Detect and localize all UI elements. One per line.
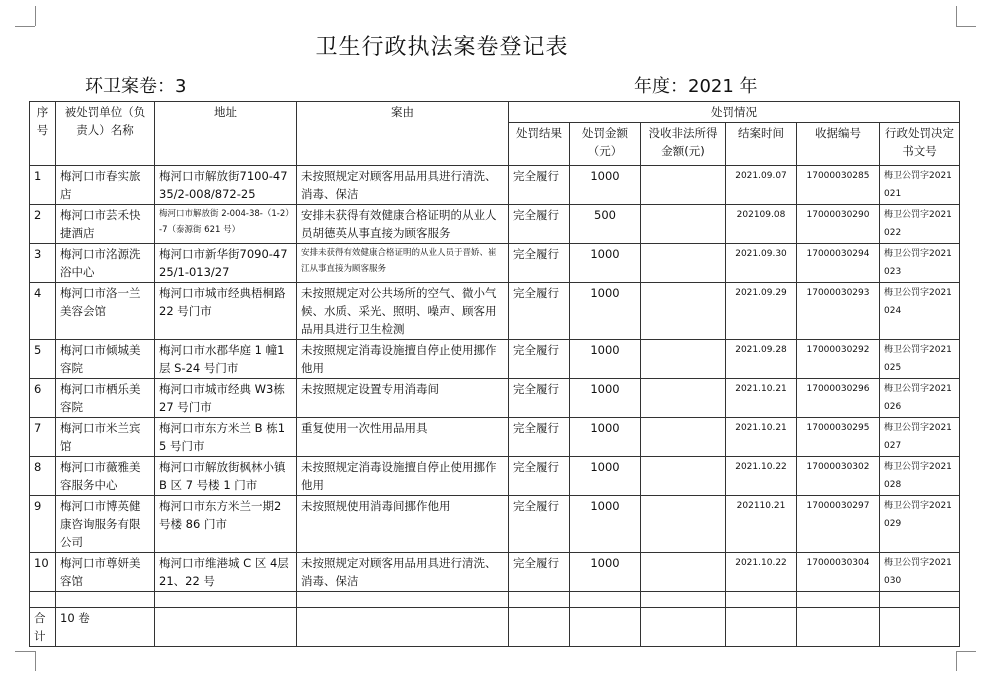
header-result: 处罚结果 <box>509 123 570 166</box>
row-result: 完全履行 <box>509 496 570 553</box>
header-receipt-no: 收据编号 <box>797 123 880 166</box>
row-receipt-no: 17000030295 <box>797 418 880 457</box>
crop-mark-top-right-v <box>956 6 957 26</box>
blank-cell <box>570 608 641 647</box>
row-cause: 未按照规定消毒设施擅自停止使用挪作他用 <box>297 457 509 496</box>
blank-cell <box>570 592 641 608</box>
row-receipt-no: 17000030304 <box>797 553 880 592</box>
row-confiscated <box>641 166 726 205</box>
table-row <box>30 244 960 283</box>
blank-cell <box>297 592 509 608</box>
row-close-time: 2021.09.30 <box>726 244 797 283</box>
row-receipt-no: 17000030302 <box>797 457 880 496</box>
blank-cell <box>726 592 797 608</box>
row-confiscated <box>641 418 726 457</box>
row-amount: 500 <box>570 205 641 244</box>
row-receipt-no: 17000030297 <box>797 496 880 553</box>
row-amount: 1000 <box>570 379 641 418</box>
table-row <box>30 205 960 244</box>
row-doc-no: 梅卫公罚字2021027 <box>880 418 960 457</box>
row-amount: 1000 <box>570 166 641 205</box>
year: 年度：2021 年 <box>634 76 758 97</box>
total-value: 10 卷 <box>56 608 155 647</box>
blank-cell <box>797 592 880 608</box>
row-unit: 梅河口市米兰宾馆 <box>56 418 155 457</box>
row-address: 梅河口市维港城 C 区 4层 21、22 号 <box>155 553 297 592</box>
row-cause: 未按照规定设置专用消毒间 <box>297 379 509 418</box>
row-seq: 8 <box>30 457 56 496</box>
blank-cell <box>509 592 570 608</box>
crop-mark-bottom-left-v <box>35 651 36 671</box>
row-unit: 梅河口市薇雅美容服务中心 <box>56 457 155 496</box>
case-volume: 环卫案卷：3 <box>85 76 187 97</box>
row-confiscated <box>641 283 726 340</box>
row-confiscated <box>641 340 726 379</box>
row-cause: 未按照规定对顾客用品用具进行清洗、消毒、保洁 <box>297 553 509 592</box>
row-doc-no: 梅卫公罚字2021023 <box>880 244 960 283</box>
row-receipt-no: 17000030293 <box>797 283 880 340</box>
row-amount: 1000 <box>570 283 641 340</box>
row-result: 完全履行 <box>509 553 570 592</box>
row-seq: 7 <box>30 418 56 457</box>
blank-cell <box>880 608 960 647</box>
row-cause: 重复使用一次性用品用具 <box>297 418 509 457</box>
row-result: 完全履行 <box>509 166 570 205</box>
crop-mark-bottom-left <box>15 651 35 652</box>
crop-mark-top-left <box>15 26 35 27</box>
row-result: 完全履行 <box>509 379 570 418</box>
total-label: 合计 <box>30 608 56 647</box>
row-address: 梅河口市城市经典梧桐路 22 号门市 <box>155 283 297 340</box>
blank-cell <box>797 608 880 647</box>
row-close-time: 2021.10.22 <box>726 553 797 592</box>
row-result: 完全履行 <box>509 340 570 379</box>
row-seq: 1 <box>30 166 56 205</box>
row-doc-no: 梅卫公罚字2021025 <box>880 340 960 379</box>
blank-cell <box>880 592 960 608</box>
row-confiscated <box>641 553 726 592</box>
crop-mark-bottom-right-v <box>956 651 957 671</box>
crop-mark-bottom-right <box>956 651 976 652</box>
row-amount: 1000 <box>570 244 641 283</box>
row-receipt-no: 17000030294 <box>797 244 880 283</box>
row-amount: 1000 <box>570 418 641 457</box>
row-doc-no: 梅卫公罚字2021024 <box>880 283 960 340</box>
header-penalty-group: 处罚情况 <box>509 102 960 123</box>
blank-cell <box>155 592 297 608</box>
header-confiscated: 没收非法所得金额(元) <box>641 123 726 166</box>
register-table <box>29 101 960 647</box>
row-seq: 6 <box>30 379 56 418</box>
blank-cell <box>56 592 155 608</box>
table-row <box>30 457 960 496</box>
row-unit: 梅河口市倾城美容院 <box>56 340 155 379</box>
blank-cell <box>641 592 726 608</box>
row-result: 完全履行 <box>509 418 570 457</box>
page-title: 卫生行政执法案卷登记表 <box>315 35 569 60</box>
row-seq: 3 <box>30 244 56 283</box>
row-close-time: 2021.10.21 <box>726 418 797 457</box>
row-amount: 1000 <box>570 496 641 553</box>
row-result: 完全履行 <box>509 457 570 496</box>
row-close-time: 202109.08 <box>726 205 797 244</box>
row-receipt-no: 17000030296 <box>797 379 880 418</box>
row-unit: 梅河口市洛一兰美容会馆 <box>56 283 155 340</box>
row-doc-no: 梅卫公罚字2021021 <box>880 166 960 205</box>
table-row <box>30 340 960 379</box>
row-address: 梅河口市东方米兰一期2 号楼 86 门市 <box>155 496 297 553</box>
blank-cell <box>30 592 56 608</box>
row-confiscated <box>641 205 726 244</box>
row-address: 梅河口市解放街 2-004-38-（1-2）-7（泰源街 621 号） <box>155 205 297 244</box>
row-address: 梅河口市解放街枫林小镇 B 区 7 号楼 1 门市 <box>155 457 297 496</box>
row-unit: 梅河口市尊妍美容馆 <box>56 553 155 592</box>
row-close-time: 2021.10.21 <box>726 379 797 418</box>
row-cause: 未按照规定消毒设施擅自停止使用挪作他用 <box>297 340 509 379</box>
row-doc-no: 梅卫公罚字2021030 <box>880 553 960 592</box>
row-cause: 安排未获得有效健康合格证明的从业人员胡德英从事直接为顾客服务 <box>297 205 509 244</box>
row-amount: 1000 <box>570 457 641 496</box>
row-seq: 2 <box>30 205 56 244</box>
row-receipt-no: 17000030290 <box>797 205 880 244</box>
blank-cell <box>641 608 726 647</box>
row-doc-no: 梅卫公罚字2021029 <box>880 496 960 553</box>
row-address: 梅河口市新华街7090-4725/1-013/27 <box>155 244 297 283</box>
row-address: 梅河口市东方米兰 B 栋15 号门市 <box>155 418 297 457</box>
row-unit: 梅河口市洺源洗浴中心 <box>56 244 155 283</box>
header-address: 地址 <box>155 102 297 166</box>
row-address: 梅河口市解放街7100-4735/2-008/872-25 <box>155 166 297 205</box>
blank-cell <box>509 608 570 647</box>
row-confiscated <box>641 457 726 496</box>
header-unit: 被处罚单位（负责人）名称 <box>56 102 155 166</box>
row-result: 完全履行 <box>509 244 570 283</box>
row-close-time: 202110.21 <box>726 496 797 553</box>
header-cause: 案由 <box>297 102 509 166</box>
row-close-time: 2021.09.28 <box>726 340 797 379</box>
table-row <box>30 283 960 340</box>
row-unit: 梅河口市春实旅店 <box>56 166 155 205</box>
row-doc-no: 梅卫公罚字2021026 <box>880 379 960 418</box>
row-doc-no: 梅卫公罚字2021028 <box>880 457 960 496</box>
row-doc-no: 梅卫公罚字2021022 <box>880 205 960 244</box>
row-unit: 梅河口市博英健康咨询服务有限公司 <box>56 496 155 553</box>
row-result: 完全履行 <box>509 205 570 244</box>
row-cause: 未按照规定对顾客用品用具进行清洗、消毒、保洁 <box>297 166 509 205</box>
row-receipt-no: 17000030285 <box>797 166 880 205</box>
row-unit: 梅河口市芸禾快捷酒店 <box>56 205 155 244</box>
crop-mark-top-left-v <box>35 6 36 26</box>
row-result: 完全履行 <box>509 283 570 340</box>
row-amount: 1000 <box>570 340 641 379</box>
header-close-time: 结案时间 <box>726 123 797 166</box>
row-confiscated <box>641 379 726 418</box>
row-unit: 梅河口市栖乐美容院 <box>56 379 155 418</box>
row-receipt-no: 17000030292 <box>797 340 880 379</box>
table-row <box>30 418 960 457</box>
table-row <box>30 553 960 592</box>
row-seq: 10 <box>30 553 56 592</box>
row-close-time: 2021.09.29 <box>726 283 797 340</box>
row-seq: 4 <box>30 283 56 340</box>
row-cause: 安排未获得有效健康合格证明的从业人员于晋娇、崔江从事直接为顾客服务 <box>297 244 509 283</box>
blank-cell <box>297 608 509 647</box>
header-amount: 处罚金额（元） <box>570 123 641 166</box>
row-confiscated <box>641 244 726 283</box>
header-doc-no: 行政处罚决定书文号 <box>880 123 960 166</box>
row-seq: 9 <box>30 496 56 553</box>
table-row <box>30 379 960 418</box>
row-address: 梅河口市水郡华庭 1 幢1 层 S-24 号门市 <box>155 340 297 379</box>
blank-cell <box>155 608 297 647</box>
row-confiscated <box>641 496 726 553</box>
row-seq: 5 <box>30 340 56 379</box>
row-address: 梅河口市城市经典 W3栋 27 号门市 <box>155 379 297 418</box>
row-amount: 1000 <box>570 553 641 592</box>
row-cause: 未按照规定对公共场所的空气、微小气候、水质、采光、照明、噪声、顾客用品用具进行卫生检测 <box>297 283 509 340</box>
row-close-time: 2021.10.22 <box>726 457 797 496</box>
table-row <box>30 166 960 205</box>
crop-mark-top-right <box>956 26 976 27</box>
table-row <box>30 496 960 553</box>
blank-cell <box>726 608 797 647</box>
header-seq: 序号 <box>30 102 56 166</box>
row-cause: 未按照规使用消毒间挪作他用 <box>297 496 509 553</box>
row-close-time: 2021.09.07 <box>726 166 797 205</box>
